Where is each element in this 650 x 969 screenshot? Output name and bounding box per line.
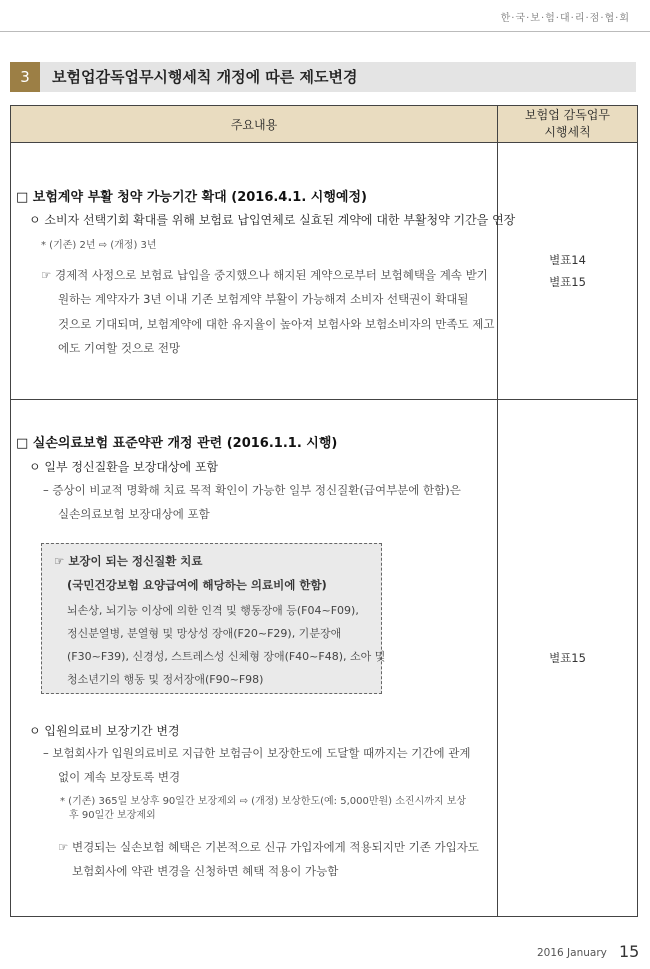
section-title: 보험업감독업무시행세칙 개정에 따른 제도변경	[52, 68, 358, 86]
column-header-ref	[498, 106, 638, 143]
item-effect-line: ☞ 경제적 사정으로 보험료 납입을 중지했으나 해지된 계약으로부터 보험혜택을 계속 받기	[41, 268, 488, 282]
section-number: 3	[10, 62, 40, 92]
item-subpoint: ㅇ 일부 정신질환을 보장대상에 포함	[29, 460, 219, 474]
item-effect-line: 것으로 기대되며, 보험계약에 대한 유지율이 높아져 보험사와 보험소비자의 만족도 제고	[58, 317, 495, 331]
reference-label: 별표14	[549, 253, 586, 267]
box-line: (F30~F39), 신경성, 스트레스성 신체형 장애(F40~F48), 소아 및	[67, 650, 386, 663]
item-effect-line: 보험회사에 약관 변경을 신청하면 혜택 적용이 가능함	[72, 864, 339, 878]
item-subpoint: ㅇ 소비자 선택기회 확대를 위해 보험료 납입연체로 실효된 계약에 대한 부활청약 기간을 연장	[29, 213, 516, 227]
item-effect-line: ☞ 변경되는 실손보험 혜택은 기본적으로 신규 가입자에게 적용되지만 기존 가입자도	[58, 840, 479, 854]
box-line: 정신분열병, 분열형 및 망상성 장애(F20~F29), 기분장애	[67, 627, 342, 640]
header-organization: 한·국·보·험·대·리·점·협·회	[500, 13, 630, 24]
row-reference	[498, 143, 638, 400]
item-title: □ 실손의료보험 표준약관 개정 관련 (2016.1.1. 시행)	[16, 436, 338, 451]
row-content	[11, 143, 516, 400]
box-subheading: (국민건강보험 요양급여에 해당하는 의료비에 한함)	[67, 578, 327, 592]
covered-conditions-box	[41, 543, 386, 694]
column-header-main: 주요내용	[11, 106, 498, 143]
section-header	[10, 62, 636, 92]
box-line: 뇌손상, 뇌기능 이상에 의한 인격 및 행동장애 등(F04~F09),	[67, 604, 359, 617]
item-title: □ 보험계약 부활 청약 가능기간 확대 (2016.4.1. 시행예정)	[16, 190, 367, 205]
header-divider	[0, 31, 650, 32]
table-header-row	[11, 106, 638, 143]
regulation-table	[10, 105, 638, 917]
item-description-line: 없이 계속 보장토록 변경	[58, 770, 181, 784]
item-description-line: – 증상이 비교적 명확해 치료 목적 확인이 가능한 일부 정신질환(급여부분에 한함)은	[43, 483, 461, 497]
reference-label: 별표15	[549, 275, 586, 289]
item-effect-line: 에도 기여할 것으로 전망	[58, 341, 181, 355]
item-subpoint: ㅇ 입원의료비 보장기간 변경	[29, 724, 180, 738]
footer-date: 2016 January	[537, 947, 607, 959]
table-row	[11, 143, 638, 400]
row-reference	[498, 400, 638, 917]
column-header-ref-line1: 보험업 감독업무	[525, 108, 610, 122]
reference-label: 별표15	[549, 651, 586, 665]
box-line: 청소년기의 행동 및 정서장애(F90~F98)	[67, 673, 264, 686]
row-content	[11, 400, 498, 917]
table-row	[11, 400, 638, 917]
item-note: * (기존) 365일 보상후 90일간 보장제외 ⇨ (개정) 보상한도(예: 5,000만원) 소진시까지 보상	[60, 796, 467, 807]
item-note: * (기존) 2년 ⇨ (개정) 3년	[41, 240, 157, 251]
box-heading: ☞ 보장이 되는 정신질환 치료	[54, 554, 203, 568]
page-number: 15	[619, 942, 640, 961]
item-effect-line: 원하는 계약자가 3년 이내 기존 보험계약 부활이 가능해져 소비자 선택권이 확대될	[58, 292, 469, 306]
item-note: 후 90일간 보장제외	[69, 810, 156, 821]
item-description-line: 실손의료보험 보장대상에 포함	[58, 507, 210, 521]
column-header-ref-line2: 시행세칙	[544, 125, 591, 139]
item-description-line: – 보험회사가 입원의료비로 지급한 보험금이 보장한도에 도달할 때까지는 기간에 관계	[43, 746, 471, 760]
